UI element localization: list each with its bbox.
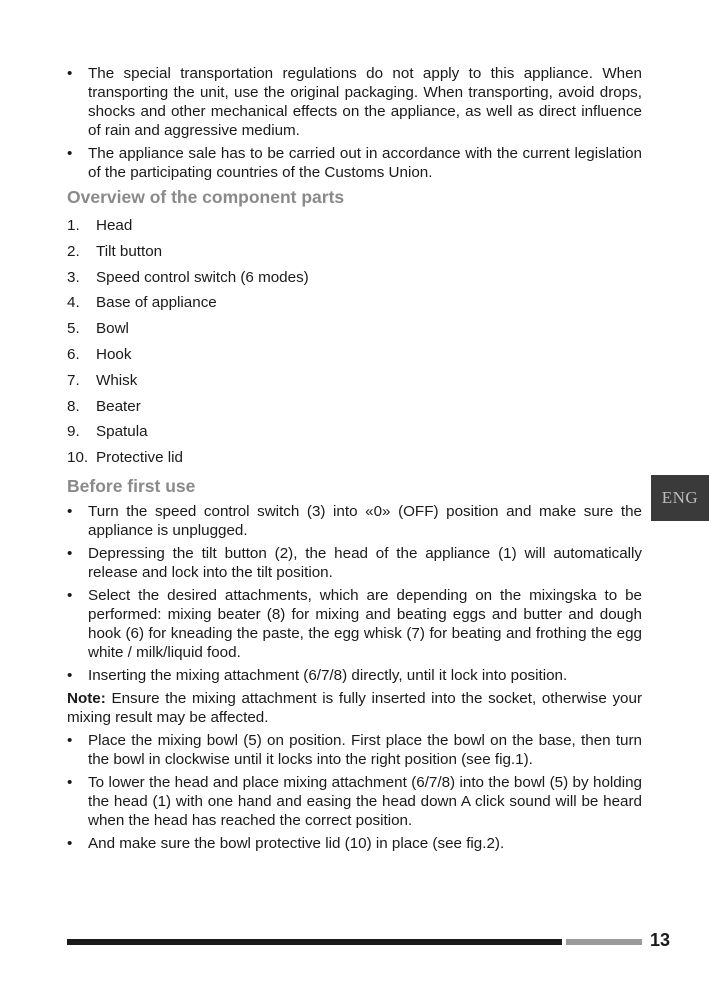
instruction-bullet bbox=[67, 666, 642, 685]
item-number: 1. bbox=[67, 217, 80, 234]
item-number: 10. bbox=[67, 449, 89, 467]
list-item bbox=[67, 368, 642, 394]
list-item bbox=[67, 445, 642, 471]
item-label: Tilt button bbox=[96, 242, 163, 260]
intro-bullet bbox=[67, 64, 642, 140]
instruction-bullet bbox=[67, 544, 642, 582]
bullet-marker: • bbox=[67, 502, 73, 520]
item-number: 9. bbox=[67, 423, 80, 441]
note-paragraph bbox=[67, 689, 642, 727]
list-item bbox=[67, 316, 642, 342]
bullet-marker: • bbox=[67, 544, 73, 562]
instruction-bullet bbox=[67, 502, 642, 540]
before-first-use-heading: Before first use bbox=[67, 475, 196, 496]
item-label: Whisk bbox=[96, 371, 138, 389]
list-item bbox=[67, 290, 642, 316]
instruction-bullet bbox=[67, 834, 642, 853]
item-label: Head bbox=[96, 217, 133, 234]
list-item bbox=[67, 265, 642, 291]
item-label: Beater bbox=[96, 397, 141, 415]
bullet-marker: • bbox=[67, 773, 73, 791]
bullet-marker: • bbox=[67, 731, 73, 749]
language-tab: ENG bbox=[651, 475, 709, 521]
item-number: 4. bbox=[67, 294, 80, 312]
list-item bbox=[67, 342, 642, 368]
item-label: Protective lid bbox=[96, 449, 183, 467]
bullet-text: And make sure the bowl protective lid (10) in place (see fig.2). bbox=[88, 834, 505, 852]
component-parts-list bbox=[67, 213, 642, 471]
list-item bbox=[67, 213, 642, 239]
instruction-bullet bbox=[67, 773, 642, 830]
bullet-text: Inserting the mixing attachment (6/7/8) directly, until it lock into position. bbox=[88, 666, 568, 684]
bullet-text: Depressing the tilt button (2), the head of the appliance (1) will automatically release and lock into the tilt position. bbox=[88, 544, 642, 581]
bullet-text: The special transportation regulations do not apply to this appliance. When transporting the unit, use the original packaging. When transporting, avoid drops, shocks and other mechanical effects on the appliance, as well as direct influence of rain and aggressive medium. bbox=[88, 65, 642, 139]
list-item bbox=[67, 394, 642, 420]
list-item bbox=[67, 419, 642, 445]
item-label: Hook bbox=[96, 345, 132, 363]
page-number: 13 bbox=[650, 930, 671, 950]
bullet-text: Select the desired attachments, which are depending on the mixingska to be performed: mixing beater (8) for mixing and beating eggs and butter and dough hook (6) for kneading the paste, the egg whisk (7) for beating and frothing the egg white / milk/liquid food. bbox=[88, 586, 642, 661]
note-label: Note: bbox=[67, 689, 106, 707]
bullet-marker: • bbox=[67, 666, 73, 684]
item-number: 3. bbox=[67, 268, 80, 286]
item-number: 6. bbox=[67, 345, 80, 363]
instruction-bullet bbox=[67, 731, 642, 769]
item-label: Bowl bbox=[96, 320, 129, 338]
intro-bullet bbox=[67, 144, 642, 182]
item-label: Speed control switch (6 modes) bbox=[96, 268, 309, 286]
item-number: 2. bbox=[67, 242, 80, 260]
list-item bbox=[67, 239, 642, 265]
item-number: 7. bbox=[67, 371, 80, 389]
bullet-text: The appliance sale has to be carried out in accordance with the current legislation of the participating countries of the Customs Union. bbox=[88, 145, 642, 181]
bullet-text: Turn the speed control switch (3) into «0» (OFF) position and make sure the appliance is unplugged. bbox=[88, 502, 642, 539]
bullet-text: Place the mixing bowl (5) on position. First place the bowl on the base, then turn the bowl in clockwise until it locks into the right position (see fig.1). bbox=[88, 731, 642, 768]
note-text: Ensure the mixing attachment is fully inserted into the socket, otherwise your mixing result may be affected. bbox=[67, 689, 642, 726]
footer-rule bbox=[67, 939, 562, 945]
bullet-marker: • bbox=[67, 834, 73, 852]
item-label: Base of appliance bbox=[96, 294, 217, 312]
footer-rule-accent bbox=[566, 939, 642, 945]
page-content bbox=[67, 64, 642, 857]
item-number: 5. bbox=[67, 320, 80, 338]
bullet-marker: • bbox=[67, 145, 73, 162]
bullet-marker: • bbox=[67, 65, 73, 82]
overview-heading: Overview of the component parts bbox=[67, 187, 345, 207]
item-label: Spatula bbox=[96, 423, 148, 441]
item-number: 8. bbox=[67, 397, 80, 415]
instruction-bullet bbox=[67, 586, 642, 662]
bullet-text: To lower the head and place mixing attachment (6/7/8) into the bowl (5) by holding the head (1) with one hand and easing the head down A click sound will be heard when the head has reached the correct position. bbox=[88, 773, 642, 829]
bullet-marker: • bbox=[67, 586, 73, 604]
